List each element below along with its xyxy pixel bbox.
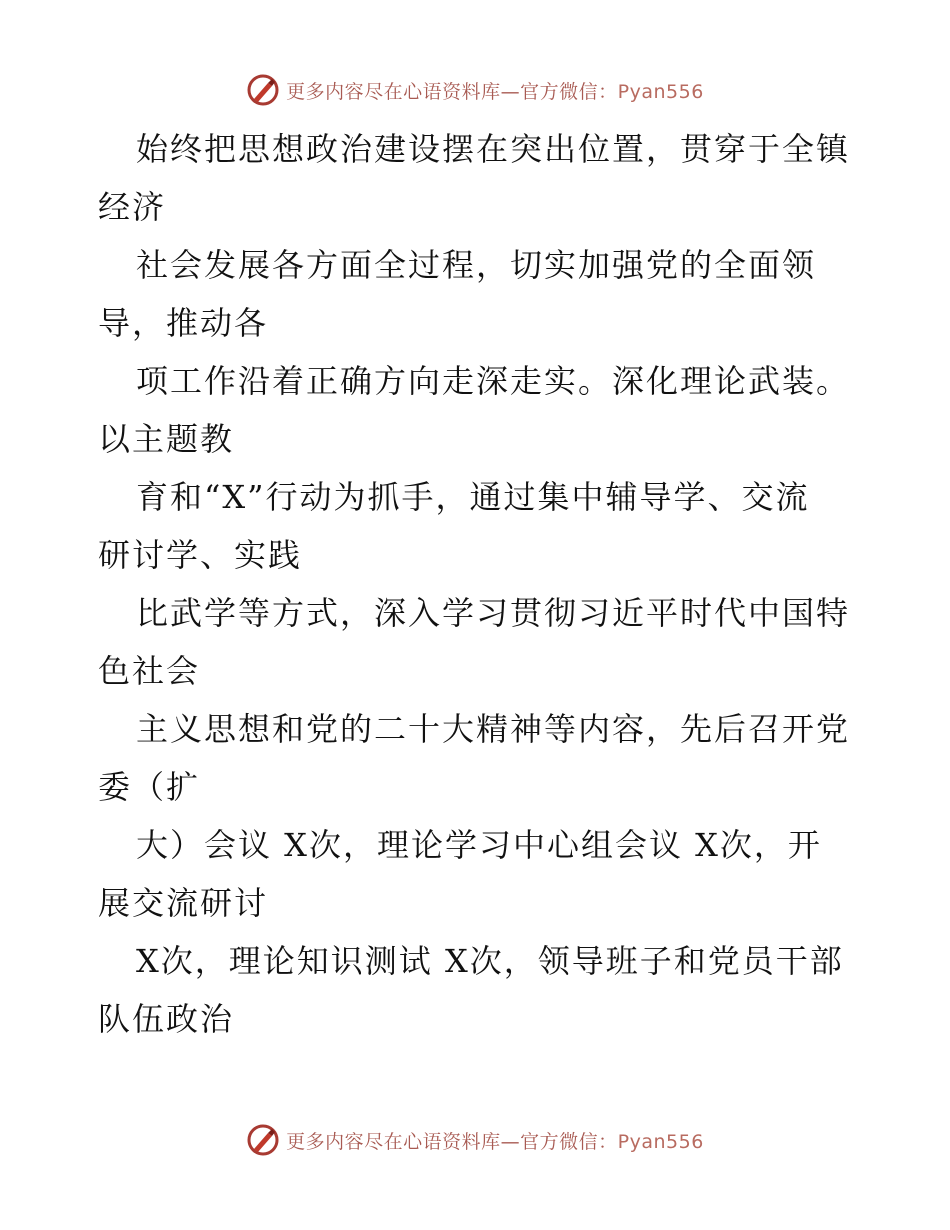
text-line-11: 主义思想和党的二十大精神等内容，先后召开党 bbox=[136, 710, 851, 748]
text-line-9: 比武学等方式，深入学习贯彻习近平时代中国特 bbox=[136, 594, 851, 632]
text-line-16: 队伍政治 bbox=[98, 1000, 235, 1038]
text-line-7: 育和“X”行动为抓手，通过集中辅导学、交流 bbox=[136, 478, 810, 516]
text-line-2: 经济 bbox=[98, 188, 167, 226]
text-line-13: 大）会议 X次，理论学习中心组会议 X次，开 bbox=[136, 826, 822, 864]
text-line-14: 展交流研讨 bbox=[98, 884, 269, 922]
text-line-15: X次，理论知识测试 X次，领导班子和党员干部 bbox=[136, 942, 844, 980]
text-line-3: 社会发展各方面全过程，切实加强党的全面领 bbox=[136, 246, 817, 284]
footer-banner-label: 更多内容尽在心语资料库—官方微信： bbox=[286, 1130, 618, 1153]
footer-banner bbox=[0, 1120, 950, 1160]
footer-banner-text bbox=[286, 1127, 704, 1154]
text-line-12: 委（扩 bbox=[98, 768, 201, 806]
text-line-5: 项工作沿着正确方向走深走实。深化理论武装。 bbox=[136, 362, 851, 400]
text-line-8: 研讨学、实践 bbox=[98, 536, 303, 574]
text-line-4: 导，推动各 bbox=[98, 304, 269, 342]
text-line-6: 以主题教 bbox=[98, 420, 235, 458]
header-banner bbox=[0, 70, 950, 110]
document-body bbox=[98, 120, 858, 1048]
footer-banner-account: Pyan556 bbox=[617, 1130, 704, 1153]
header-banner-label: 更多内容尽在心语资料库—官方微信： bbox=[286, 80, 618, 103]
text-line-10: 色社会 bbox=[98, 652, 201, 690]
header-banner-account: Pyan556 bbox=[617, 80, 704, 103]
pen-circle-logo-icon bbox=[246, 1123, 280, 1157]
pen-circle-logo-icon bbox=[246, 73, 280, 107]
header-banner-text bbox=[286, 77, 704, 104]
text-line-1: 始终把思想政治建设摆在突出位置，贯穿于全镇 bbox=[136, 130, 851, 168]
